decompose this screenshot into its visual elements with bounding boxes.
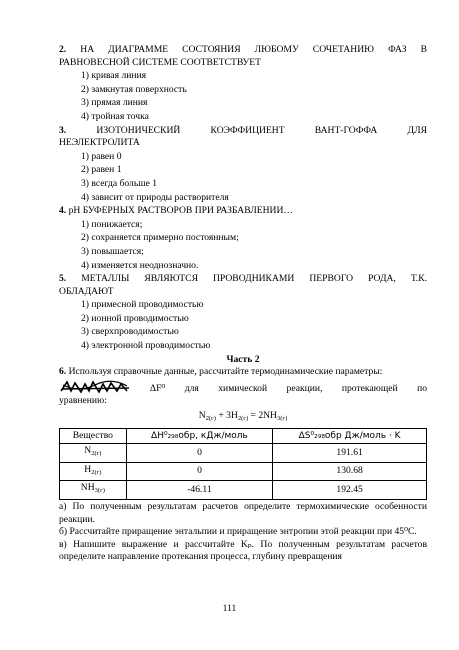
table-header-row (60, 428, 427, 444)
enthalpy-cell: 0 (126, 462, 273, 481)
question-text: Используя справочные данные, рассчитайте термодинамические параметры: (68, 366, 383, 378)
answer-option: 3) повышается; (81, 245, 144, 257)
question-4 (59, 205, 427, 272)
column-header: ΔH⁰₂₉₈обр, кДж/моль (126, 428, 273, 444)
question-2 (59, 44, 427, 124)
substance-cell: $N_{2(г)}$ (60, 444, 127, 463)
substance-cell: $H_{2(г)}$ (60, 462, 127, 481)
table-row (60, 444, 427, 463)
task-part-b: б) Рассчитайте приращение энтальпии и приращение энтропии этой реакции при 45⁰С. (59, 526, 417, 538)
question-text-continued: РАВНОВЕСНОЙ СИСТЕМЕ СООТВЕТСТВУЕТ (59, 56, 261, 68)
answer-options (59, 299, 427, 352)
scribbled-out-text-icon (59, 379, 131, 395)
question-number: 3. (59, 124, 67, 136)
question-3 (59, 125, 427, 205)
entropy-cell: 130.68 (273, 462, 427, 481)
answer-option: 3) прямая линия (81, 97, 148, 109)
answer-option: 1) равен 0 (81, 150, 122, 162)
answer-option: 3) всегда больше 1 (81, 177, 158, 189)
reaction-equation: $N_{2(г)} + 3H_{2(г)} = 2NH_{3(г)}$ (198, 410, 288, 423)
answer-option: 4) тройная точка (81, 110, 149, 122)
answer-options (59, 151, 427, 204)
answer-option: 1) кривая линия (81, 70, 147, 82)
answer-option: 2) сохраняется примерно постоянным; (81, 232, 239, 244)
answer-option: 4) изменяется неоднозначно. (81, 259, 199, 271)
column-header: Вещество (60, 428, 127, 444)
question-text: ИЗОТОНИЧЕСКИЙ КОЭФФИЦИЕНТ ВАНТ-ГОФФА ДЛЯ (96, 124, 427, 136)
answer-option: 2) замкнутая поверхность (81, 83, 187, 95)
question-number: 2. (59, 44, 67, 55)
entropy-cell: 192.45 (273, 481, 427, 500)
question-number: 5. (59, 273, 67, 285)
question-text-continued: ОБЛАДАЮТ (59, 285, 114, 297)
table-row (60, 481, 427, 500)
answer-options (59, 219, 427, 272)
column-header: ΔS⁰₂₉₈обр Дж/моль · K (273, 428, 427, 444)
section-heading: Часть 2 (226, 353, 260, 365)
question-text: рН БУФЕРНЫХ РАСТВОРОВ ПРИ РАЗБАВЛЕНИИ… (68, 205, 293, 217)
task-part-c: в) Напишите выражение и рассчитайте Kₚ. По полученным результатам расчетов определите направление протекания процесса, глубину превращения (59, 538, 427, 563)
question-6 (59, 366, 427, 564)
entropy-cell: 191.61 (273, 444, 427, 463)
substance-cell: $NH_{3(г)}$ (60, 481, 127, 500)
answer-option: 4) электронной проводимостью (81, 340, 211, 352)
question-5 (59, 273, 427, 353)
thermodynamic-data-table (59, 428, 427, 500)
answer-option: 4) зависит от природы растворителя (81, 191, 229, 203)
answer-option: 2) равен 1 (81, 164, 122, 176)
answer-option: 1) понижается; (81, 218, 143, 230)
question-text: МЕТАЛЛЫ ЯВЛЯЮТСЯ ПРОВОДНИКАМИ ПЕРВОГО РОДА, Т.К. (81, 273, 427, 285)
question-number: 6. (59, 366, 67, 378)
answer-option: 3) сверхпроводимостью (81, 326, 179, 338)
page-number: 111 (222, 603, 237, 614)
question-text-continued: уравнению: (59, 395, 107, 407)
table-row (60, 462, 427, 481)
question-text: для химической реакции, протекающей по (184, 382, 428, 394)
answer-option: 2) ионной проводимостью (81, 312, 189, 324)
delta-f-symbol: ΔF⁰ (149, 382, 166, 394)
answer-option: 1) примесной проводимостью (81, 299, 204, 311)
question-number: 4. (59, 205, 67, 217)
question-text-continued: НЕЭЛЕКТРОЛИТА (59, 137, 140, 149)
answer-options (59, 70, 427, 123)
question-text: НА ДИАГРАММЕ СОСТОЯНИЯ ЛЮБОМУ СОЧЕТАНИЮ ФАЗ В (80, 44, 427, 55)
task-part-a: а) По полученным результатам расчетов определите термохимические особенности реакции. (59, 501, 427, 525)
enthalpy-cell: 0 (126, 444, 273, 463)
page-content (59, 44, 427, 564)
enthalpy-cell: -46.11 (126, 481, 273, 500)
